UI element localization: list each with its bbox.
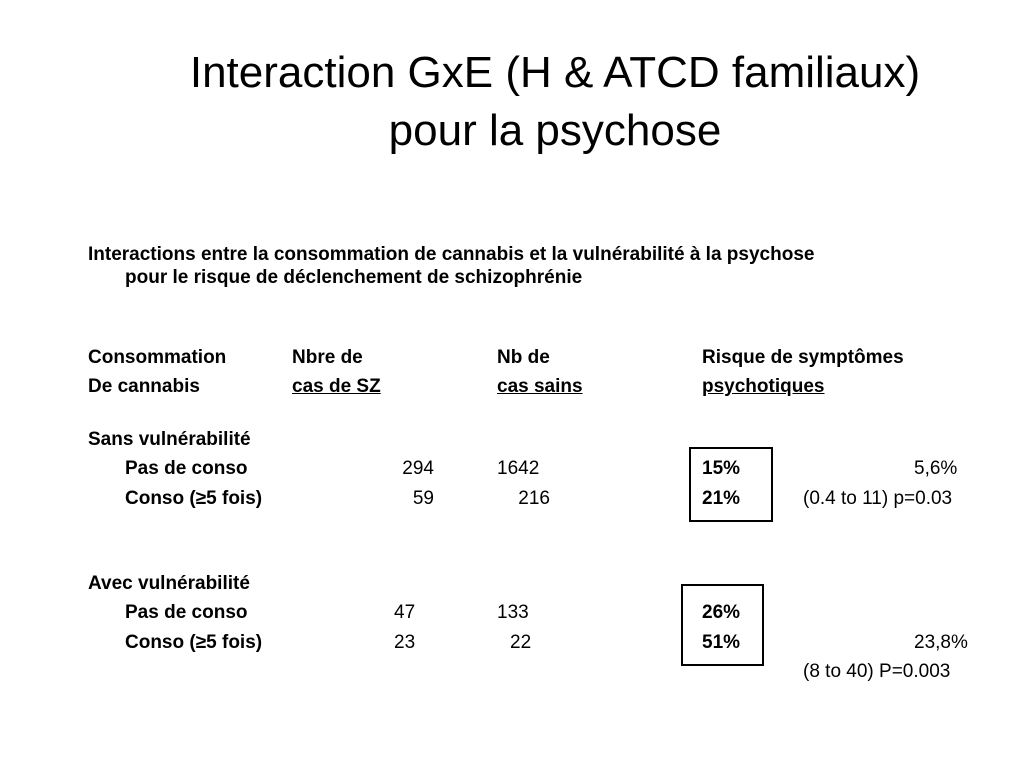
cell-risk: 15% <box>702 458 741 479</box>
header-consommation: Consommation <box>88 347 227 368</box>
intro-line-2: pour le risque de déclenchement de schizophrénie <box>125 267 583 288</box>
group-label-avec-vulnerabilite: Avec vulnérabilité <box>88 573 250 594</box>
row-label-pas-de-conso: Pas de conso <box>125 458 248 479</box>
cell-sains: 22 <box>510 632 532 653</box>
risk-box-sans-vulnerabilite <box>689 447 773 522</box>
cell-sz: 23 <box>394 632 416 653</box>
cell-sains: 133 <box>497 602 529 623</box>
cell-odds-ratio: 5,6% <box>914 458 958 479</box>
risk-box-avec-vulnerabilite <box>681 584 764 666</box>
cell-sz: 59 <box>412 488 434 509</box>
cell-sains: 1642 <box>497 458 540 479</box>
group-label-sans-vulnerabilite: Sans vulnérabilité <box>88 429 251 450</box>
row-label-conso: Conso (≥5 fois) <box>125 632 263 653</box>
header-psychotiques: psychotiques <box>702 376 825 397</box>
cell-risk: 51% <box>702 632 741 653</box>
header-nbre-de: Nbre de <box>292 347 363 368</box>
header-nb-de: Nb de <box>497 347 550 368</box>
cell-sains: 216 <box>518 488 550 509</box>
title-line-1: Interaction GxE (H & ATCD familiaux) <box>189 48 921 97</box>
cell-risk: 26% <box>702 602 741 623</box>
title-line-2: pour la psychose <box>388 106 722 155</box>
cell-odds-ratio: 23,8% <box>914 632 968 653</box>
cell-sz: 294 <box>402 458 434 479</box>
slide-title <box>0 44 1024 160</box>
header-cas-sains: cas sains <box>497 376 583 397</box>
header-cas-de-sz: cas de SZ <box>292 376 381 397</box>
row-label-conso: Conso (≥5 fois) <box>125 488 263 509</box>
intro-line-1: Interactions entre la consommation de cannabis et la vulnérabilité à la psychose <box>88 244 815 265</box>
cell-sz: 47 <box>394 602 416 623</box>
cell-confidence-interval: (8 to 40) P=0.003 <box>803 661 951 682</box>
header-de-cannabis: De cannabis <box>88 376 200 397</box>
header-risque: Risque de symptômes <box>702 347 904 368</box>
row-label-pas-de-conso: Pas de conso <box>125 602 248 623</box>
cell-confidence-interval: (0.4 to 11) p=0.03 <box>803 488 953 509</box>
cell-risk: 21% <box>702 488 741 509</box>
